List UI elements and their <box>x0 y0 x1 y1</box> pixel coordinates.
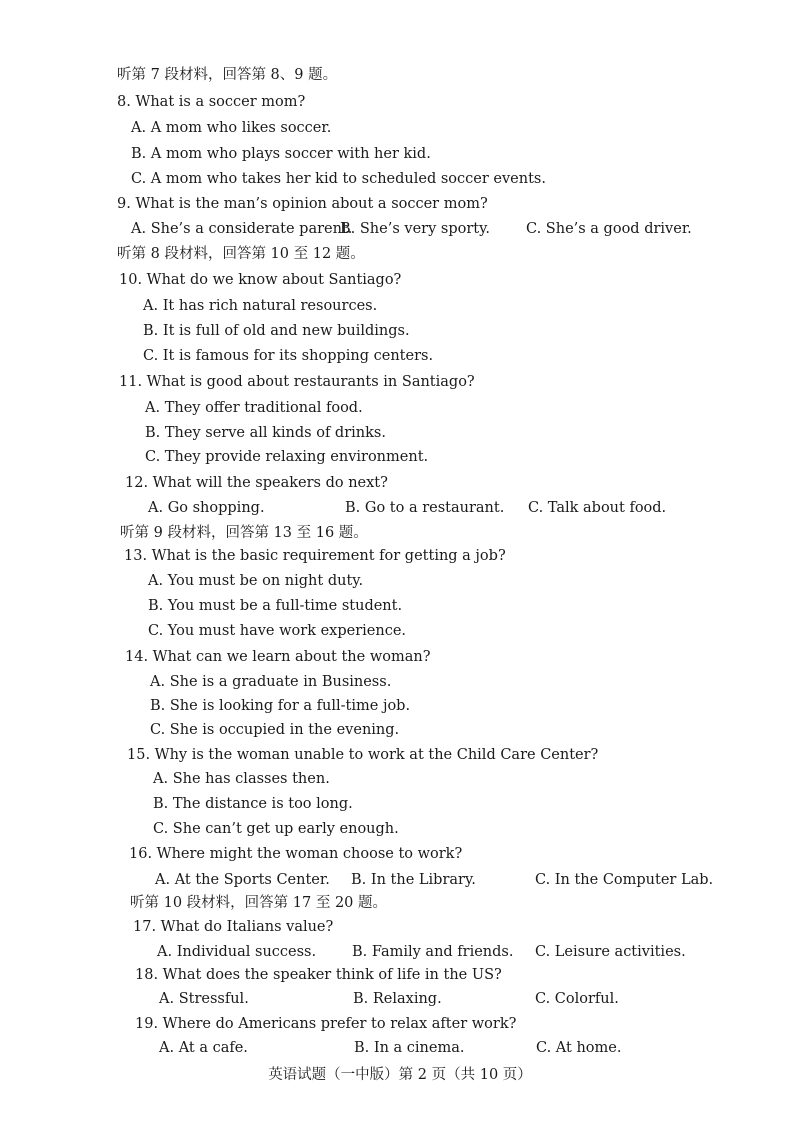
question-18-option-c: C. Colorful. <box>535 991 619 1007</box>
question-15-option-b: B. The distance is too long. <box>153 796 353 812</box>
question-12-option-c: C. Talk about food. <box>528 500 667 516</box>
question-16-option-a: A. At the Sports Center. <box>155 872 330 888</box>
question-17-option-c: C. Leisure activities. <box>535 944 686 960</box>
question-14-stem: 14. What can we learn about the woman? <box>125 649 431 665</box>
question-19-stem: 19. Where do Americans prefer to relax after work? <box>135 1016 517 1032</box>
question-13-option-c: C. You must have work experience. <box>148 623 407 639</box>
question-18-stem: 18. What does the speaker think of life in the US? <box>135 967 502 983</box>
question-16-option-c: C. In the Computer Lab. <box>535 872 714 888</box>
question-9-option-a: A. She’s a considerate parent. <box>131 221 353 237</box>
question-10-option-b: B. It is full of old and new buildings. <box>143 323 410 339</box>
question-9-option-b: B. She’s very sporty. <box>340 221 490 237</box>
question-18-option-a: A. Stressful. <box>159 991 249 1007</box>
question-19-option-b: B. In a cinema. <box>354 1040 465 1056</box>
question-12-option-b: B. Go to a restaurant. <box>345 500 505 516</box>
question-14-option-b: B. She is looking for a full-time job. <box>150 698 411 714</box>
question-12-stem: 12. What will the speakers do next? <box>125 475 388 491</box>
question-14-option-c: C. She is occupied in the evening. <box>150 722 400 738</box>
question-15-option-c: C. She can’t get up early enough. <box>153 821 399 837</box>
question-10-option-c: C. It is famous for its shopping centers. <box>143 348 434 364</box>
question-9-option-c: C. She’s a good driver. <box>526 221 692 237</box>
question-9-stem: 9. What is the man’s opinion about a soccer mom? <box>117 196 488 212</box>
question-11-option-b: B. They serve all kinds of drinks. <box>145 425 386 441</box>
question-8-option-a: A. A mom who likes soccer. <box>131 120 332 136</box>
question-19-option-a: A. At a cafe. <box>159 1040 248 1056</box>
question-11-option-c: C. They provide relaxing environment. <box>145 449 429 465</box>
question-19-option-c: C. At home. <box>536 1040 622 1056</box>
question-10-option-a: A. It has rich natural resources. <box>143 298 378 314</box>
question-8-stem: 8. What is a soccer mom? <box>117 94 306 110</box>
question-17-stem: 17. What do Italians value? <box>133 919 334 935</box>
question-12-option-a: A. Go shopping. <box>148 500 265 516</box>
question-11-option-a: A. They offer traditional food. <box>145 400 363 416</box>
question-16-option-b: B. In the Library. <box>351 872 476 888</box>
question-17-option-b: B. Family and friends. <box>352 944 514 960</box>
question-13-option-a: A. You must be on night duty. <box>148 573 364 589</box>
question-15-stem: 15. Why is the woman unable to work at the Child Care Center? <box>127 747 599 763</box>
page-footer: 英语试题（一中版）第 2 页（共 10 页） <box>268 1067 532 1083</box>
question-18-option-b: B. Relaxing. <box>353 991 442 1007</box>
section-header-7: 听第 7 段材料，回答第 8、9 题。 <box>117 67 338 83</box>
section-header-9: 听第 9 段材料，回答第 13 至 16 题。 <box>120 525 368 541</box>
question-15-option-a: A. She has classes then. <box>153 771 330 787</box>
question-13-option-b: B. You must be a full-time student. <box>148 598 403 614</box>
question-11-stem: 11. What is good about restaurants in Santiago? <box>119 374 475 390</box>
question-8-option-b: B. A mom who plays soccer with her kid. <box>131 146 431 162</box>
section-header-10: 听第 10 段材料，回答第 17 至 20 题。 <box>130 895 388 911</box>
question-13-stem: 13. What is the basic requirement for getting a job? <box>124 548 506 564</box>
question-10-stem: 10. What do we know about Santiago? <box>119 272 402 288</box>
question-16-stem: 16. Where might the woman choose to work? <box>129 846 463 862</box>
question-8-option-c: C. A mom who takes her kid to scheduled soccer events. <box>131 171 546 187</box>
question-14-option-a: A. She is a graduate in Business. <box>150 674 392 690</box>
question-17-option-a: A. Individual success. <box>157 944 317 960</box>
section-header-8: 听第 8 段材料，回答第 10 至 12 题。 <box>117 246 365 262</box>
